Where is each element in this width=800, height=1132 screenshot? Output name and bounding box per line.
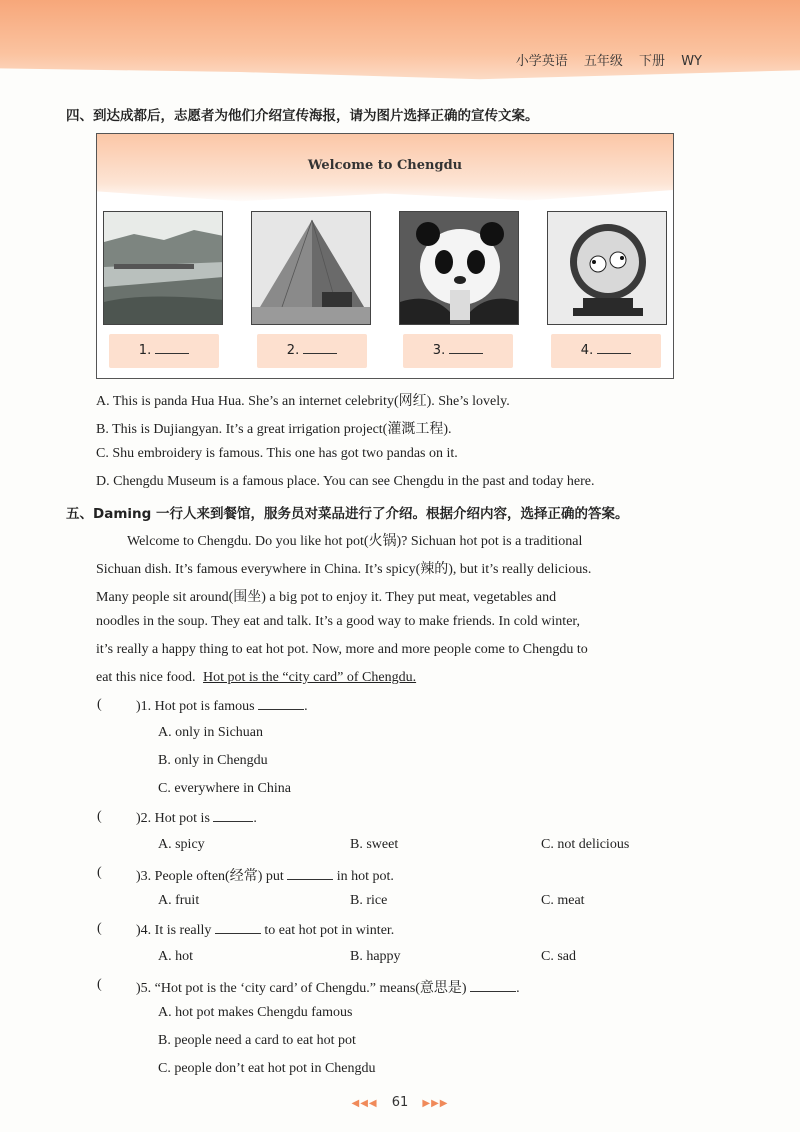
question-end: . [516, 981, 520, 996]
option-d: D. Chengdu Museum is a famous place. You can see Chengdu in the past and today here. [96, 474, 595, 489]
answer-paren[interactable]: ( [97, 809, 102, 824]
question-end: in hot pot. [336, 869, 394, 884]
passage-line-last [96, 670, 416, 686]
q3-option-a: A. fruit [158, 893, 200, 908]
question-2 [136, 809, 257, 827]
blank-line[interactable] [155, 341, 189, 354]
question-end: . [253, 811, 257, 826]
question-text: )2. Hot pot is [136, 811, 210, 826]
question-end: to eat hot pot in winter. [264, 923, 395, 938]
answer-blank[interactable] [470, 979, 516, 992]
blank-number: 1. [138, 343, 152, 358]
q3-option-c: C. meat [541, 893, 585, 908]
blank-number: 2. [286, 343, 300, 358]
q1-option-b: B. only in Chengdu [158, 753, 268, 768]
passage-line: it’s really a happy thing to eat hot pot. Now, more and more people come to Chengdu to [96, 642, 588, 657]
answer-blank[interactable] [287, 867, 333, 880]
header-subject: 小学英语 [515, 54, 568, 69]
q4-option-c: C. sad [541, 949, 576, 964]
answer-blank[interactable] [215, 921, 261, 934]
passage-line: Sichuan dish. It’s famous everywhere in China. It’s spicy(辣的), but it’s really delicious. [96, 562, 592, 577]
header-edition: WY [681, 54, 702, 69]
next-arrows-icon: ▶▶▶ [422, 1098, 449, 1109]
question-text: )4. It is really [136, 923, 212, 938]
page-footer [0, 1095, 800, 1110]
q5-option-c: C. people don’t eat hot pot in Chengdu [158, 1061, 376, 1076]
question-text: )3. People often(经常) put [136, 869, 284, 884]
blank-line[interactable] [303, 341, 337, 354]
question-end: . [304, 699, 308, 714]
answer-paren[interactable]: ( [97, 865, 102, 880]
blank-line[interactable] [449, 341, 483, 354]
prev-arrows-icon: ◀◀◀ [351, 1098, 378, 1109]
option-c: C. Shu embroidery is famous. This one has got two pandas on it. [96, 446, 458, 461]
section5-title: 五、Daming 一行人来到餐馆，服务员对菜品进行了介绍。根据介绍内容，选择正确的答案。 [66, 506, 629, 522]
option-a: A. This is panda Hua Hua. She’s an internet celebrity(网红). She’s lovely. [96, 394, 510, 409]
header-info [504, 50, 702, 69]
dujiangyan-photo [103, 211, 223, 325]
poster-blank-4 [551, 334, 661, 368]
option-b: B. This is Dujiangyan. It’s a great irrigation project(灌溉工程). [96, 422, 452, 437]
q2-option-b: B. sweet [350, 837, 399, 852]
section4-title: 四、到达成都后，志愿者为他们介绍宣传海报，请为图片选择正确的宣传文案。 [66, 108, 539, 124]
question-text: )1. Hot pot is famous [136, 699, 255, 714]
header-volume: 下册 [639, 54, 666, 69]
answer-paren[interactable]: ( [97, 977, 102, 992]
header-grade: 五年级 [583, 54, 623, 69]
passage-underlined: Hot pot is the “city card” of Chengdu. [203, 670, 417, 685]
q3-option-b: B. rice [350, 893, 388, 908]
poster-blank-3 [403, 334, 513, 368]
passage-line: noodles in the soup. They eat and talk. It’s a good way to make friends. In cold winter, [96, 614, 581, 629]
q1-option-a: A. only in Sichuan [158, 725, 263, 740]
header-band [0, 0, 800, 90]
answer-paren[interactable]: ( [97, 921, 102, 936]
poster-blank-2 [257, 334, 367, 368]
q5-option-a: A. hot pot makes Chengdu famous [158, 1005, 353, 1020]
answer-blank[interactable] [213, 809, 253, 822]
q4-option-a: A. hot [158, 949, 193, 964]
passage-line: Welcome to Chengdu. Do you like hot pot(火锅)? Sichuan hot pot is a traditional [127, 534, 583, 549]
q2-option-c: C. not delicious [541, 837, 630, 852]
panda-photo [399, 211, 519, 325]
poster-title: Welcome to Chengdu [307, 158, 463, 173]
answer-blank[interactable] [258, 697, 304, 710]
question-text: )5. “Hot pot is the ‘city card’ of Chengdu.” means(意思是) [136, 981, 467, 996]
passage-text: eat this nice food. [96, 670, 196, 685]
q1-option-c: C. everywhere in China [158, 781, 291, 796]
q4-option-b: B. happy [350, 949, 401, 964]
question-5 [136, 977, 520, 997]
answer-paren[interactable]: ( [97, 697, 102, 712]
chengdu-museum-photo [251, 211, 371, 325]
question-3 [136, 865, 394, 885]
question-4 [136, 921, 394, 939]
poster-blank-1 [109, 334, 219, 368]
q2-option-a: A. spicy [158, 837, 205, 852]
blank-number: 4. [580, 343, 594, 358]
blank-line[interactable] [597, 341, 631, 354]
passage-line: Many people sit around(围坐) a big pot to enjoy it. They put meat, vegetables and [96, 590, 557, 605]
shu-embroidery-photo [547, 211, 667, 325]
question-1 [136, 697, 308, 715]
q5-option-b: B. people need a card to eat hot pot [158, 1033, 356, 1048]
poster [96, 133, 674, 379]
blank-number: 3. [432, 343, 446, 358]
page-number: 61 [391, 1095, 409, 1110]
